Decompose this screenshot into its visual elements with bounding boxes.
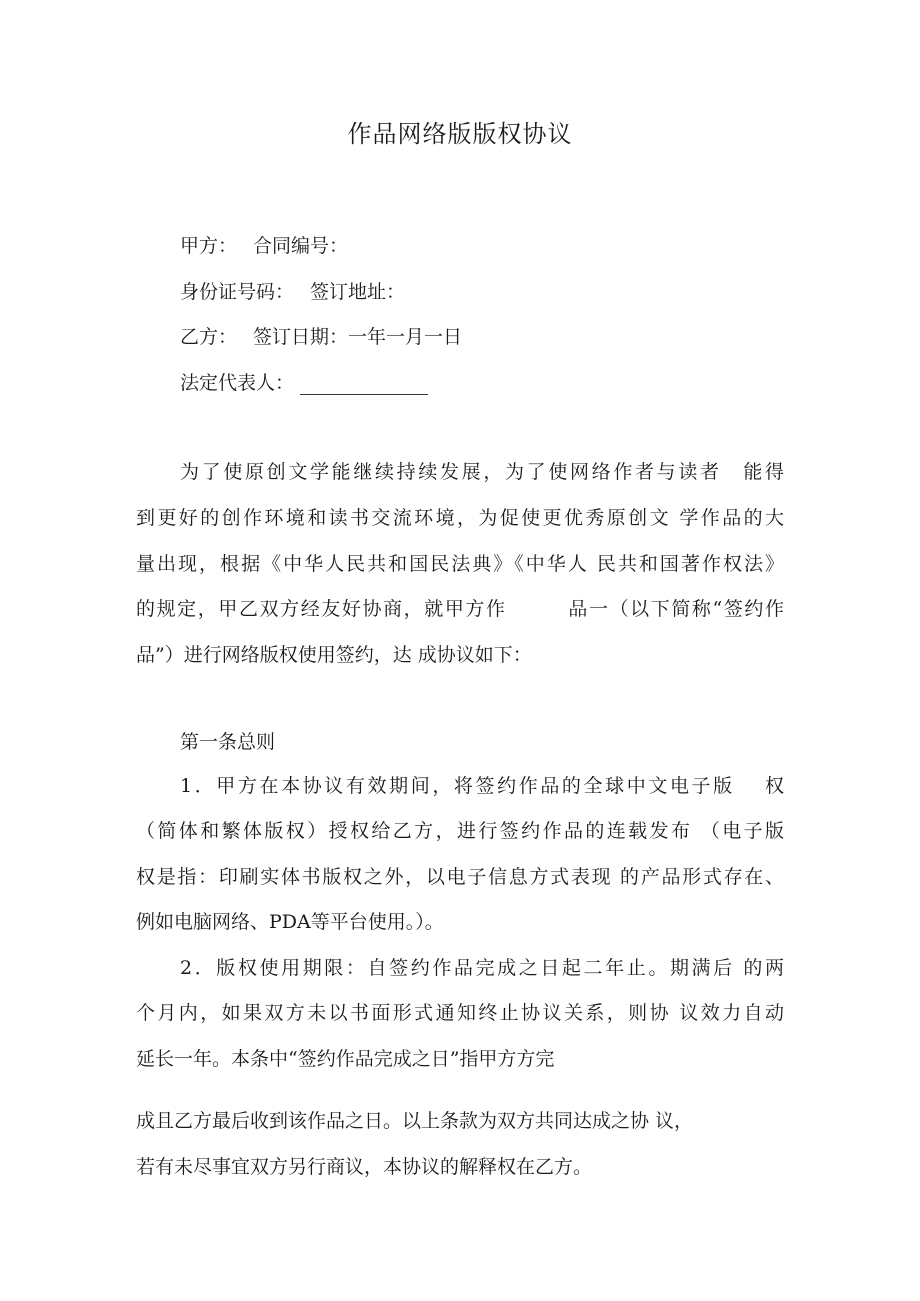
clause-line: （简体和繁体版权）授权给乙方，进行签约作品的连载发布 （电子版	[136, 820, 784, 842]
clause-line: 2．版权使用期限：自签约作品完成之日起二年止。期满后 的两	[180, 957, 784, 979]
preamble-line: 到更好的创作环境和读书交流环境，为促使更优秀原创文 学作品的大	[136, 507, 784, 529]
sign-date-label: 签订日期：一年一月一日	[253, 326, 463, 348]
legal-rep-label: 法定代表人：	[180, 372, 295, 394]
article-heading: 第一条总则	[180, 731, 276, 753]
party-b-label: 乙方：	[180, 326, 238, 348]
field-row-party-a	[180, 234, 348, 258]
field-row-legal-rep	[180, 371, 428, 395]
contract-number-label: 合同编号：	[253, 235, 349, 257]
id-number-label: 身份证号码：	[180, 281, 295, 303]
clause-line: 权是指：印刷实体书版权之外，以电子信息方式表现 的产品形式存在、	[136, 866, 784, 888]
clause-line: 个月内，如果双方未以书面形式通知终止协议关系，则协 议效力自动	[136, 1002, 784, 1024]
preamble-line: 的规定，甲乙双方经友好协商，就甲方作 品一（以下简称“签约作	[136, 598, 784, 620]
preamble-line: 品”）进行网络版权使用签约，达 成协议如下：	[136, 644, 532, 666]
field-row-id	[180, 280, 405, 304]
preamble-line: 量出现，根据《中华人民共和国民法典》《中华人 民共和国著作权法》	[136, 553, 784, 575]
clause-line: 延长一年。本条中“签约作品完成之日”指甲方方完	[136, 1048, 555, 1070]
clause-line: 例如电脑网络、PDA等平台使用。）。	[136, 911, 444, 933]
continuation-line: 若有未尽事宜双方另行商议，本协议的解释权在乙方。	[136, 1156, 593, 1178]
preamble-line: 为了使原创文学能继续持续发展，为了使网络作者与读者 能得	[180, 461, 784, 483]
continuation-line: 成且乙方最后收到该作品之日。以上条款为双方共同达成之协 议，	[136, 1110, 694, 1132]
party-a-label: 甲方：	[180, 235, 238, 257]
sign-address-label: 签订地址：	[310, 281, 406, 303]
document-title: 作品网络版版权协议	[347, 120, 573, 148]
field-row-party-b	[180, 325, 462, 349]
clause-line: 1．甲方在本协议有效期间，将签约作品的全球中文电子版 权	[180, 775, 784, 797]
legal-rep-blank	[300, 374, 428, 395]
